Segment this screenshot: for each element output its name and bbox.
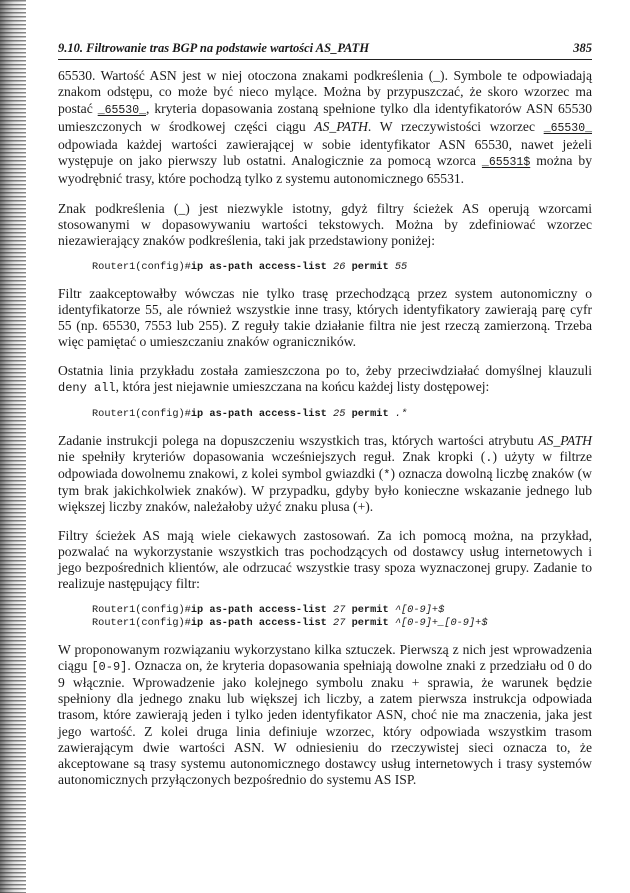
book-binding-edge [0,0,26,893]
section-title: 9.10. Filtrowanie tras BGP na podstawie wartości AS_PATH [58,41,370,55]
inline-code: _65531$ [481,156,531,170]
text-run: , kryteria dopasowania zostaną spełnione tylko dla identyfikatorów ASN 65530 umieszczonych w środkowej części ciągu [58,100,592,134]
cli-prompt: Router1(config)# [92,617,191,630]
cli-prompt: Router1(config)# [92,408,191,421]
text-run: Ostatnia linia przykładu została zamieszczona po to, żeby przeciwdziałać domyślnej klauzuli [58,362,592,378]
text-run: ) użyty w filtrze odpowiada dowolnemu znakowi, z kolei symbol gwiazdki ( [58,448,592,482]
page-number: 385 [573,41,592,55]
text-run: ) oznacza dowolną liczbę znaków (w tym brak jakichkolwiek znaków). W przypadku, gdyby było konieczne wskazanie jednego lub większej liczby znaków, należałoby użyć znaku plusa (+). [58,466,592,515]
cli-command: ip as-path access-list [190,261,327,274]
inline-code: . [485,450,493,465]
inline-code: _65530_ [97,103,147,117]
text-run: , która jest niejawnie umieszczana na końcu każdej listy dostępowej: [115,378,490,394]
code-line [92,604,592,617]
paragraph-3: Filtr zaakceptowałby wówczas nie tylko trasę przechodzącą przez system autonomiczny o identyfikatorze 55, ale również wszystkie inne trasy, których identyfikatory zawierają parę cyfr 55 (np. 65530, 7553 lub 255). Z reguły takie działanie filtra nie jest rzeczą zamierzoną. Trzeba więc pamiętać o umieszczaniu znaków ograniczników. [58,285,592,350]
text-run: nie spełniły kryteriów dopasowania wcześniejszych reguł. Znak kropki ( [58,448,486,464]
cli-list-number: 27 [333,617,346,630]
cli-regex: ^[0-9]+_[0-9]+$ [394,617,488,630]
code-line [92,617,592,630]
cli-list-number: 25 [333,408,346,421]
cli-prompt: Router1(config)# [92,261,191,274]
inline-code: [0-9] [91,659,128,674]
paragraph-5 [58,433,592,516]
cli-command: ip as-path access-list [190,617,327,630]
code-block-2 [92,408,592,421]
cli-action: permit [351,261,389,274]
code-block-3 [92,604,592,629]
cli-list-number: 26 [333,261,346,274]
text-run: można by wyodrębnić trasy, które pochodzą tylko z systemu autonomicznego 65531. [58,153,592,187]
paragraph-1 [58,68,592,187]
cli-command: ip as-path access-list [190,604,327,617]
paragraph-2: Znak podkreślenia (_) jest niezwykle istotny, gdyż filtry ścieżek AS operują wzorcami stosowanymi w dopasowywaniu wartości tekstowych. Można by zdefiniować wzorzec niezawierający znaków podkreślenia, taki jak przedstawiony poniżej: [58,200,592,249]
document-page [58,40,592,800]
inline-code: * [383,468,391,483]
paragraph-4 [58,363,592,396]
cli-prompt: Router1(config)# [92,604,191,617]
cli-list-number: 27 [333,604,346,617]
cli-regex: 55 [394,261,408,274]
text-run: . W rzeczywistości wzorzec [367,118,544,134]
paragraph-6: Filtry ścieżek AS mają wiele ciekawych zastosowań. Za ich pomocą można, na przykład, pozwalać na wykorzystanie wszystkich tras pochodzących od dostawcy usług internetowych i jego bezpośrednich klientów, ale odrzucać wszystkie trasy spoza wyznaczonej grupy. Zadanie to realizuje następujący filtr: [58,527,592,592]
cli-action: permit [351,617,389,630]
code-block-1 [92,261,592,274]
cli-regex: .* [394,408,408,421]
paragraph-7 [58,642,592,789]
cli-action: permit [351,604,389,617]
text-run: . Oznacza on, że kryteria dopasowania spełniają dowolne znaki z przedziału od 0 do 9 włącznie. Wprowadzenie jako kolejnego symbolu znaku + sprawia, że warunek będzie spełniony dla jednego znaku lub większej ich liczby, a zatem pierwsza instrukcja odpowiada trasom, które zawierają jeden i tylko jeden identyfikator ASN, choć nie ma znaczenia, jaka jest jego wartość. Z kolei druga linia definiuje wzorzec, który odpowiada wszystkim trasom zawierającym dwie wartości ASN. W odniesieniu do rzeczywistej sieci oznacza to, że akceptowane są trasy systemu autonomicznego dostawcy usług internetowych i trasy systemów autonomicznych przyłączonych bezpośrednio do systemu AS ISP. [58,657,592,788]
text-run: W proponowanym rozwiązaniu wykorzystano kilka sztuczek. Pierwszą z nich jest wprowadzenia ciągu [58,641,592,673]
text-run: Zadanie instrukcji polega na dopuszczeniu wszystkich tras, których wartości atrybutu [58,432,539,448]
cli-action: permit [351,408,389,421]
inline-italic: AS_PATH [538,432,592,448]
inline-code: _65530_ [543,121,592,135]
inline-code: deny all [58,380,116,395]
cli-command: ip as-path access-list [190,408,327,421]
text-run: 65530. Wartość ASN jest w niej otoczona znakami podkreślenia (_). Symbole te odpowiadają znakom odstępu, co może być nieco mylące. Można by przypuszczać, że skoro wzorzec ma postać [58,68,592,116]
inline-italic: AS_PATH [314,118,368,134]
text-run: odpowiada każdej wartości zawierającej w sobie identyfikator ASN 65530, nawet jeżeli występuje on jako pierwszy lub ostatni. Analogicznie za pomocą wzorca [58,137,592,169]
cli-regex: ^[0-9]+$ [394,604,445,617]
running-header [58,40,592,60]
